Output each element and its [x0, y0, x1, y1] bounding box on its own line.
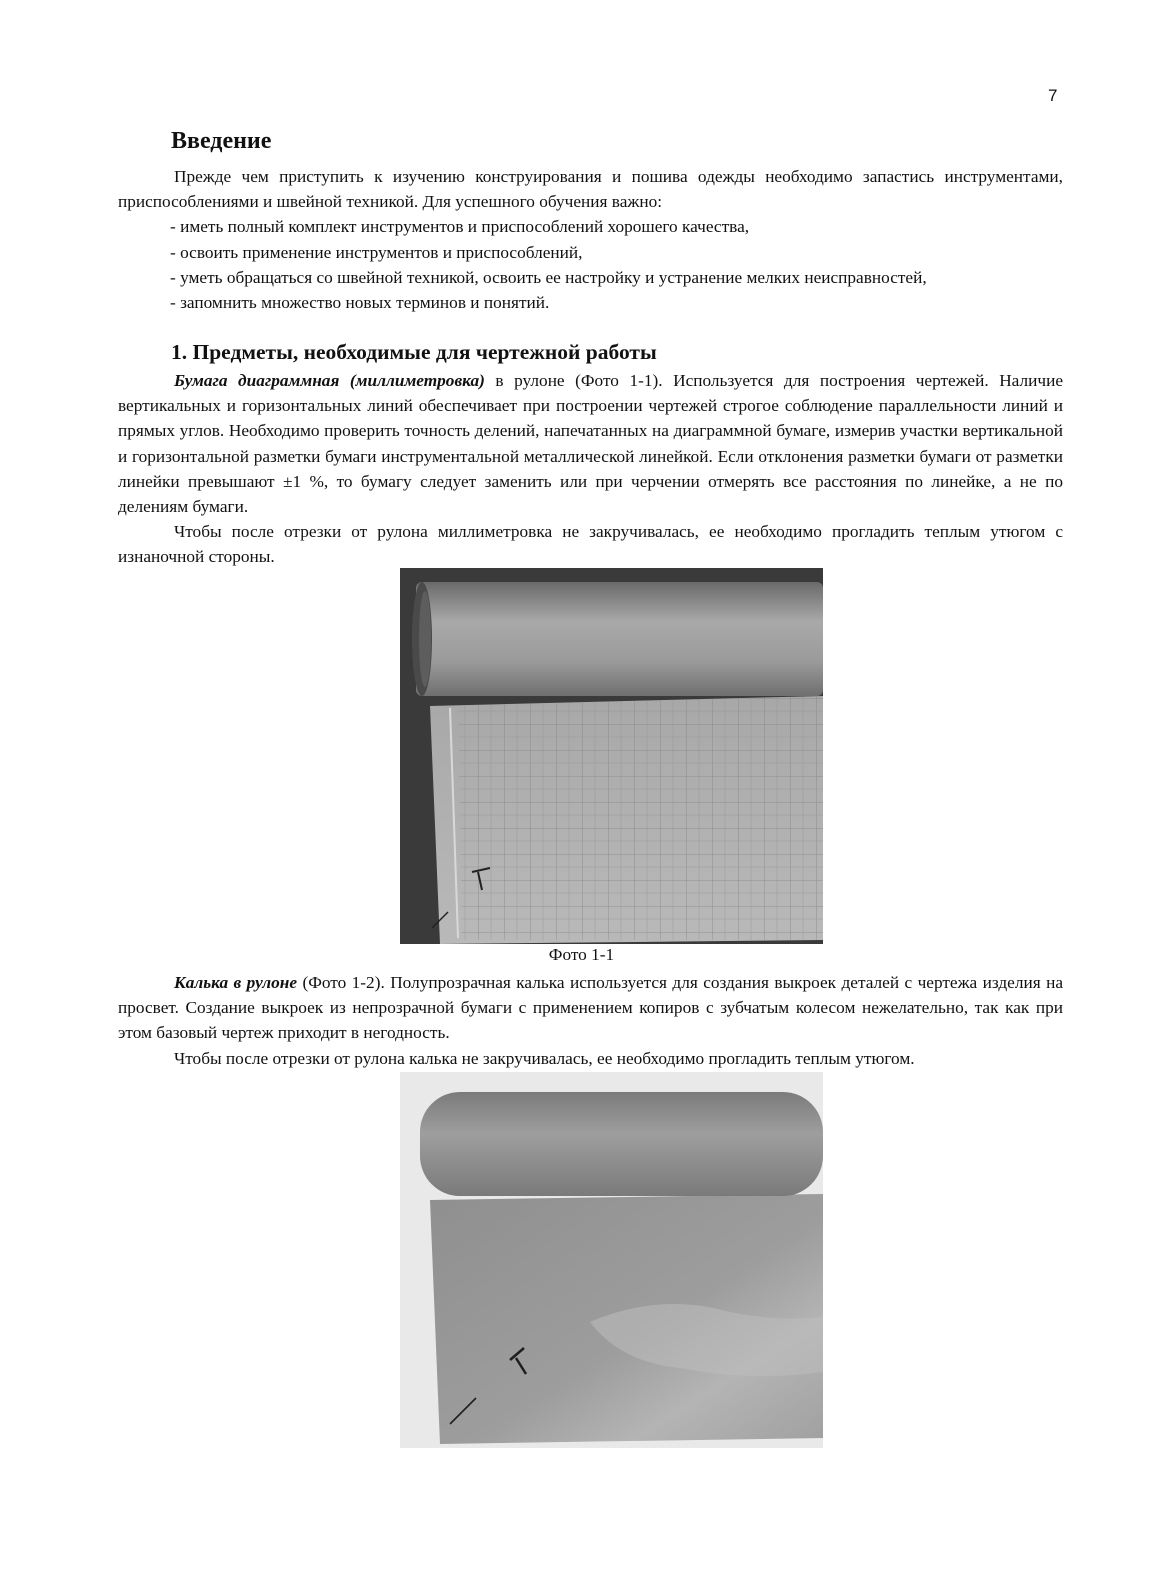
- graph-paper-description: в рулоне (Фото 1-1). Используется для построения чертежей. Наличие вертикальных и горизонтальных линий обеспечивает при построении чертежей строгое соблюдение параллельности линий и прямых углов. Необходимо проверить точность делений, напечатанных на диаграммной бумаге, измерив участки вертикальной и горизонтальной разметки бумаги инструментальной металлической линейкой. Если отклонения разметки бумаги от разметки линейки превышают ±1 %, то бумагу следует заменить или при черчении отмерять все расстояния по линейке, а не по делениям бумаги.: [118, 371, 1063, 517]
- graph-paper-ironing-paragraph: Чтобы после отрезки от рулона миллиметровка не закручивалась, ее необходимо прогладить теплым утюгом с изнаночной стороны.: [118, 522, 1063, 567]
- intro-title: Введение: [171, 128, 272, 154]
- intro-bullet-1: - иметь полный комплект инструментов и приспособлений хорошего качества,: [170, 217, 750, 237]
- section-title: 1. Предметы, необходимые для чертежной работы: [171, 340, 657, 364]
- photo-1-1-caption: Фото 1-1: [548, 945, 615, 964]
- tracing-paper-term: Калька в рулоне: [174, 973, 298, 992]
- tracing-paper-text: [118, 970, 1063, 1071]
- tracing-paper-ironing-paragraph: Чтобы после отрезки от рулона калька не закручивалась, ее необходимо прогладить теплым утюгом.: [174, 1048, 915, 1068]
- photo-graph-paper-roll: [400, 568, 823, 944]
- graph-paper-term: Бумага диаграммная (миллиметровка): [174, 371, 485, 390]
- page-number: 7: [1048, 86, 1058, 105]
- section-text: [118, 368, 1063, 570]
- intro-bullet-2: - освоить применение инструментов и приспособлений,: [170, 242, 583, 262]
- intro-paragraph: Прежде чем приступить к изучению конструирования и пошива одежды необходимо запастись инструментами, приспособлениями и швейной техникой. Для успешного обучения важно:: [118, 167, 1063, 212]
- tracing-paper-description: (Фото 1-2). Полупрозрачная калька используется для создания выкроек деталей с чертежа изделия на просвет. Создание выкроек из непрозрачной бумаги с применением копиров с зубчатым колесом нежелательно, так как при этом базовый чертеж приходит в негодность.: [118, 973, 1063, 1043]
- intro-bullet-3: - уметь обращаться со швейной техникой, освоить ее настройку и устранение мелких неисправностей,: [170, 267, 927, 287]
- graph-paper-paragraph: [118, 368, 1063, 519]
- tracing-paper-paragraph: [118, 970, 1063, 1046]
- intro-text: [118, 164, 1063, 315]
- intro-bullet-4: - запомнить множество новых терминов и понятий.: [170, 293, 550, 313]
- photo-tracing-paper-roll: [400, 1072, 823, 1448]
